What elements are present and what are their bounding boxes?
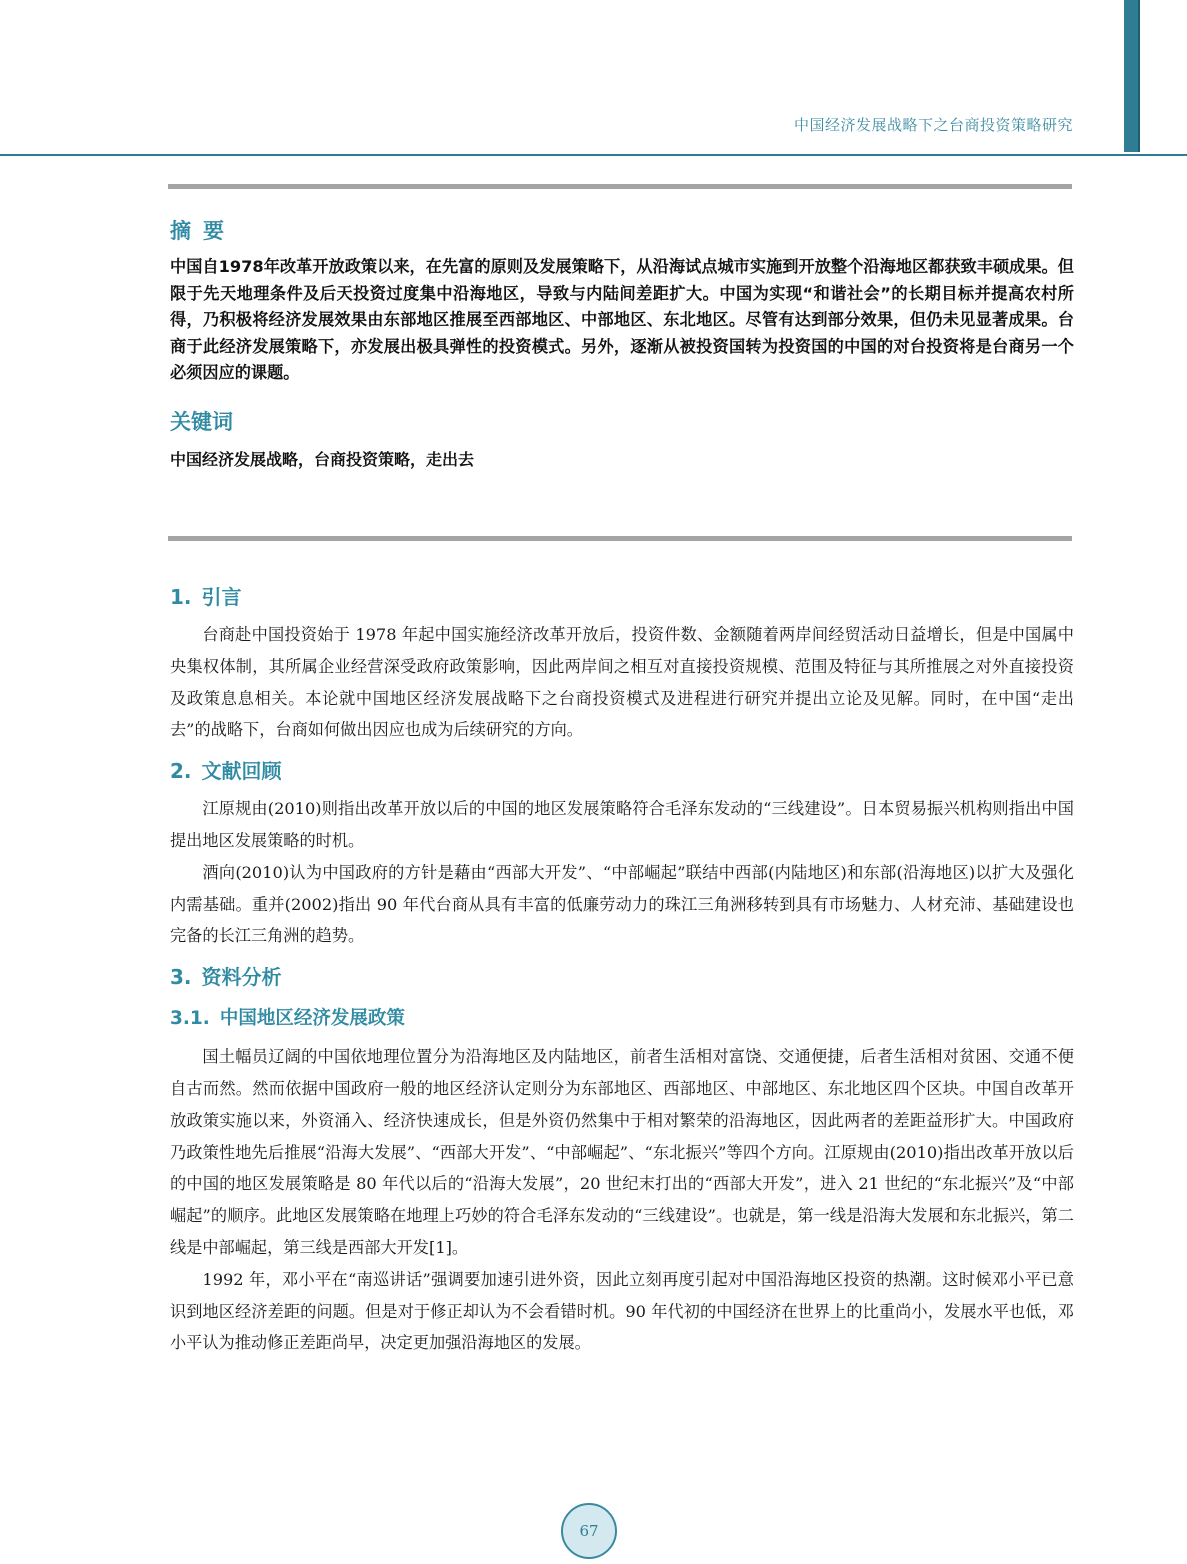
article-body xyxy=(170,582,1074,1359)
section-title: 引言 xyxy=(201,585,242,609)
abstract-top-rule xyxy=(168,184,1072,189)
paragraph: 江原规由(2010)则指出改革开放以后的中国的地区发展策略符合毛泽东发动的“三线建设”。日本贸易振兴机构则指出中国提出地区发展策略的时机。 xyxy=(170,799,1074,850)
paragraph: 国土幅员辽阔的中国依地理位置分为沿海地区及内陆地区，前者生活相对富饶、交通便捷，后者生活相对贫困、交通不便自古而然。然而依据中国政府一般的地区经济认定则分为东部地区、西部地区、中部地区、东北地区四个区块。中国自改革开放政策实施以来，外资涌入、经济快速成长，但是外资仍然集中于相对繁荣的沿海地区，因此两者的差距益形扩大。中国政府乃政策性地先后推展“沿海大发展”、“西部大开发”、“中部崛起”、“东北振兴”等四个方向。江原规由(2010)指出改革开放以后的中国的地区发展策略是 80 年代以后的“沿海大发展”，20 世纪末打出的“西部大开发”，进入 21 世纪的“东北振兴”及“中部崛起”的顺序。此地区发展策略在地理上巧妙的符合毛泽东发动的“三线建设”。也就是，第一线是沿海大发展和东北振兴，第二线是中部崛起，第三线是西部大开发[1]。 xyxy=(170,1047,1074,1257)
section-heading-literature-review xyxy=(170,756,1074,786)
subsection-title: 中国地区经济发展政策 xyxy=(219,1008,405,1030)
section-title: 资料分析 xyxy=(201,965,282,990)
subsection-heading-regional-policy xyxy=(170,1005,1074,1033)
paragraph: 酒向(2010)认为中国政府的方针是藉由“西部大开发”、“中部崛起”联结中西部(内陆地区)和东部(沿海地区)以扩大及强化内需基础。重并(2002)指出 90 年代台商从具有丰富的低廉劳动力的珠江三角洲移转到具有市场魅力、人材充沛、基础建设也完备的长江三角洲的趋势。 xyxy=(170,862,1074,946)
paragraph: 1992 年，邓小平在“南巡讲话”强调要加速引进外资，因此立刻再度引起对中国沿海地区投资的热潮。这时候邓小平已意识到地区经济差距的问题。但是对于修正却认为不会看错时机。90 年代初的中国经济在世界上的比重尚小，发展水平也低，邓小平认为推动修正差距尚早，决定更加强沿海地区的发展。 xyxy=(170,1269,1074,1353)
header-rule xyxy=(0,154,1187,156)
keywords-heading: 关键词 xyxy=(170,409,233,434)
abstract-bottom-rule xyxy=(168,536,1072,541)
section-heading-introduction xyxy=(170,582,1074,612)
subsection-number: 3.1. xyxy=(170,1008,210,1030)
section-number: 3. xyxy=(170,965,192,990)
abstract-text: 中国自1978年改革开放政策以来，在先富的原则及发展策略下，从沿海试点城市实施到开放整个沿海地区都获致丰硕成果。但限于先天地理条件及后天投资过度集中沿海地区，导致与内陆间差距扩大。中国为实现“和谐社会”的长期目标并提高农村所得，乃积极将经济发展效果由东部地区推展至西部地区、中部地区、东北地区。尽管有达到部分效果，但仍未见显著成果。台商于此经济发展策略下，亦发展出极具弹性的投资模式。另外，逐渐从被投资国转为投资国的中国的对台投资将是台商另一个必须因应的课题。 xyxy=(170,257,1074,382)
page-number-badge xyxy=(561,1503,617,1559)
paragraph: 台商赴中国投资始于 1978 年起中国实施经济改革开放后，投资件数、金额随着两岸间经贸活动日益增长，但是中国属中央集权体制，其所属企业经营深受政府政策影响，因此两岸间之相互对直接投资规模、范围及特征与其所推展之对外直接投资及政策息息相关。本论就中国地区经济发展战略下之台商投资模式及进程进行研究并提出立论及见解。同时，在中国“走出去”的战略下，台商如何做出因应也成为后续研究的方向。 xyxy=(170,625,1074,740)
header-accent-bar xyxy=(1124,0,1140,152)
running-title: 中国经济发展战略下之台商投资策略研究 xyxy=(793,116,1073,134)
section-heading-data-analysis xyxy=(170,962,1074,992)
page-number: 67 xyxy=(579,1522,599,1540)
abstract-heading: 摘要 xyxy=(170,219,236,243)
abstract-block xyxy=(170,216,1074,473)
section-title: 文献回顾 xyxy=(201,759,282,784)
section-number: 2. xyxy=(170,759,192,784)
section-number: 1. xyxy=(170,585,192,609)
keywords-text: 中国经济发展战略，台商投资策略，走出去 xyxy=(170,449,475,469)
